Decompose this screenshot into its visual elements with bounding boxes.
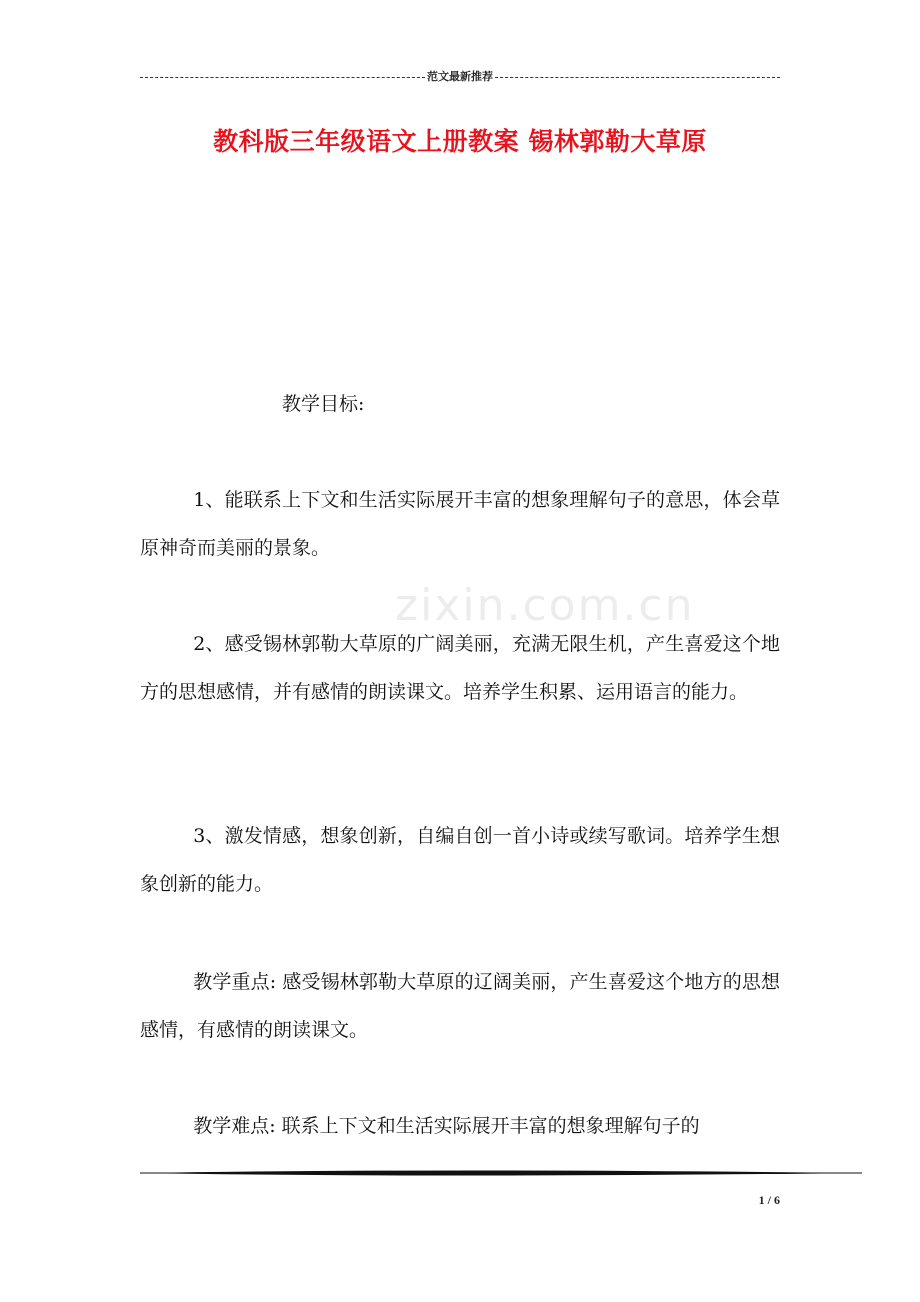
page-number: 1 / 6 — [758, 1193, 780, 1207]
paragraph-key-points — [140, 958, 780, 1054]
header-label: 范文最新推荐 — [427, 70, 493, 83]
header-banner — [140, 68, 780, 84]
header-dashes-left — [140, 77, 425, 78]
paragraph-text: 教学重点: 感受锡林郭勒大草原的辽阔美丽，产生喜爱这个地方的思想感情，有感情的朗读课文。 — [140, 971, 780, 1041]
paragraph-text: 3、激发情感，想象创新，自编自创一首小诗或续写歌词。培养学生想象创新的能力。 — [140, 825, 780, 895]
watermark: zixin.com.cn — [395, 580, 695, 631]
paragraph-text: 1、能联系上下文和生活实际展开丰富的想象理解句子的意思，体会草原神奇而美丽的景象。 — [140, 489, 780, 559]
paragraph-difficulties — [140, 1102, 780, 1150]
objectives-heading: 教学目标: — [282, 393, 365, 415]
footer-rule — [140, 1166, 862, 1180]
paragraph-1 — [140, 476, 780, 572]
paragraph-3 — [140, 812, 780, 908]
paragraph-text: 教学难点: 联系上下文和生活实际展开丰富的想象理解句子的 — [193, 1115, 700, 1137]
paragraph-2 — [140, 620, 780, 716]
paragraph-text: 2、感受锡林郭勒大草原的广阔美丽，充满无限生机，产生喜爱这个地方的思想感情，并有感情的朗读课文。培养学生积累、运用语言的能力。 — [140, 633, 780, 703]
document-title: 教科版三年级语文上册教案 锡林郭勒大草原 — [213, 127, 707, 156]
header-dashes-right — [495, 77, 780, 78]
